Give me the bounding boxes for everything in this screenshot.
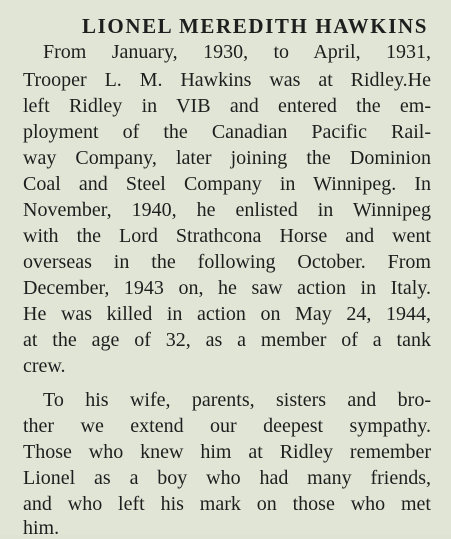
text-line: He was killed in action on May 24, 1944, <box>23 303 431 325</box>
text-line: overseas in the following October. From <box>23 251 431 273</box>
text-line: ther we extend our deepest sympathy. <box>23 415 431 437</box>
text-line: way Company, later joining the Dominion <box>23 147 431 169</box>
text-line: and who left his mark on those who met <box>23 493 431 515</box>
text-line: crew. <box>23 355 66 377</box>
text-line: November, 1940, he enlisted in Winnipeg <box>23 199 431 221</box>
text-line: Trooper L. M. Hawkins was at Ridley.He <box>23 69 431 91</box>
text-line: ployment of the Canadian Pacific Rail- <box>23 121 431 143</box>
text-line: Coal and Steel Company in Winnipeg. In <box>23 173 431 195</box>
text-line: Those who knew him at Ridley remember <box>23 441 431 463</box>
text-line: at the age of 32, as a member of a tank <box>23 329 431 351</box>
text-line: with the Lord Strathcona Horse and went <box>23 225 431 247</box>
text-line: To his wife, parents, sisters and bro- <box>43 389 431 411</box>
text-line: left Ridley in VIB and entered the em- <box>23 95 431 117</box>
text-line: him. <box>23 517 60 539</box>
text-line: From January, 1930, to April, 1931, <box>43 41 431 63</box>
article-title: LIONEL MEREDITH HAWKINS <box>82 14 429 38</box>
text-line: Lionel as a boy who had many friends, <box>23 467 431 489</box>
text-line: December, 1943 on, he saw action in Italy. <box>23 277 431 299</box>
